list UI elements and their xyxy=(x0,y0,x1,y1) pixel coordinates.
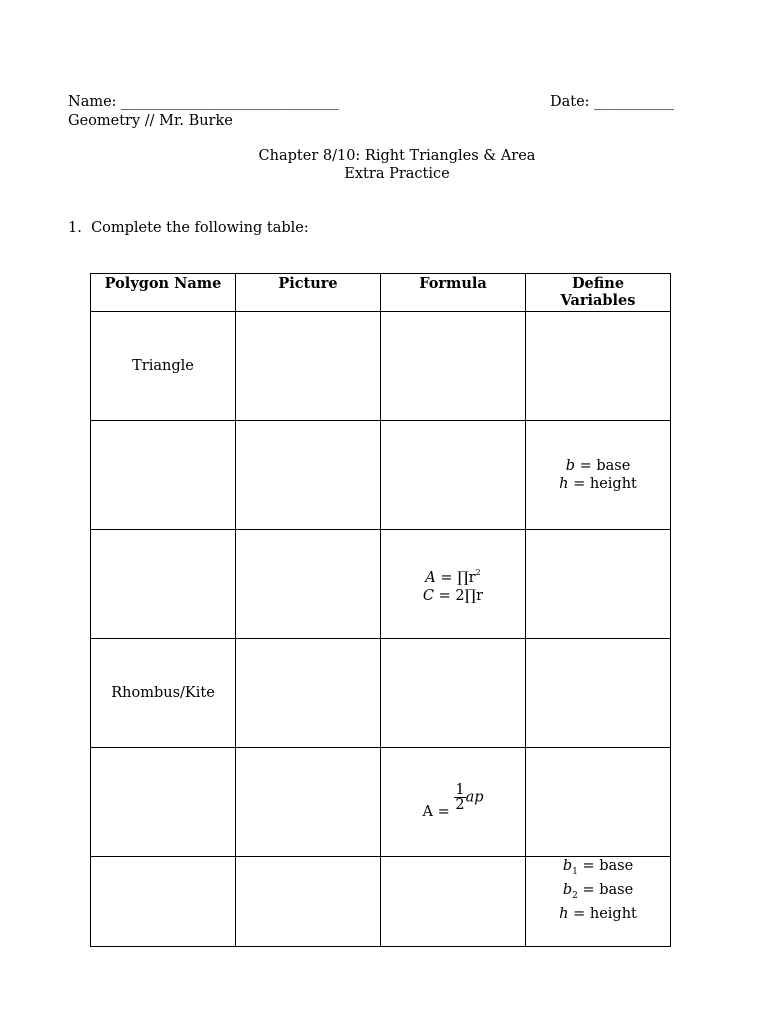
question-number: 1. xyxy=(68,220,82,236)
cell-variables[interactable] xyxy=(526,530,671,639)
header-formula: Formula xyxy=(381,274,526,312)
cell-picture[interactable] xyxy=(236,857,381,947)
cell-variables[interactable] xyxy=(526,748,671,857)
course-label: Geometry // Mr. Burke xyxy=(68,113,233,129)
cell-formula: A = $\frac{1}{2}$ ap xyxy=(381,748,526,857)
name-field[interactable]: Name: ______________________________ xyxy=(68,94,339,110)
cell-picture[interactable] xyxy=(236,421,381,530)
header-picture: Picture xyxy=(236,274,381,312)
cell-polygon-name: Triangle xyxy=(91,312,236,421)
cell-picture[interactable] xyxy=(236,312,381,421)
question-text: Complete the following table: xyxy=(91,220,309,236)
cell-variables: b = base h = height xyxy=(526,421,671,530)
cell-formula: $A = \prod r^2$ C = 2∏r xyxy=(381,530,526,639)
cell-formula[interactable] xyxy=(381,421,526,530)
header-define-variables: Define Variables xyxy=(526,274,671,312)
cell-variables[interactable] xyxy=(526,312,671,421)
cell-formula[interactable] xyxy=(381,312,526,421)
table-header-row xyxy=(91,274,671,312)
header-polygon-name: Polygon Name xyxy=(91,274,236,312)
table-row xyxy=(91,857,671,947)
cell-formula[interactable] xyxy=(381,639,526,748)
cell-polygon-name[interactable] xyxy=(91,530,236,639)
table-row xyxy=(91,530,671,639)
cell-polygon-name[interactable] xyxy=(91,421,236,530)
fraction-one-half: $\frac{1}{2}$ xyxy=(455,782,465,814)
cell-variables: $b_1$ = base $b_2$ = base h = height xyxy=(526,857,671,947)
worksheet-title: Chapter 8/10: Right Triangles & Area xyxy=(258,148,536,164)
cell-polygon-name[interactable] xyxy=(91,857,236,947)
cell-picture[interactable] xyxy=(236,748,381,857)
date-field[interactable]: Date: ___________ xyxy=(550,94,674,110)
polygon-table xyxy=(90,273,671,947)
table-row xyxy=(91,639,671,748)
table-row xyxy=(91,312,671,421)
table-row xyxy=(91,748,671,857)
cell-variables[interactable] xyxy=(526,639,671,748)
cell-picture[interactable] xyxy=(236,639,381,748)
table-row xyxy=(91,421,671,530)
question-1 xyxy=(68,220,309,236)
cell-formula[interactable] xyxy=(381,857,526,947)
cell-polygon-name[interactable] xyxy=(91,748,236,857)
cell-polygon-name: Rhombus/Kite xyxy=(91,639,236,748)
worksheet-subtitle: Extra Practice xyxy=(344,166,450,182)
cell-picture[interactable] xyxy=(236,530,381,639)
